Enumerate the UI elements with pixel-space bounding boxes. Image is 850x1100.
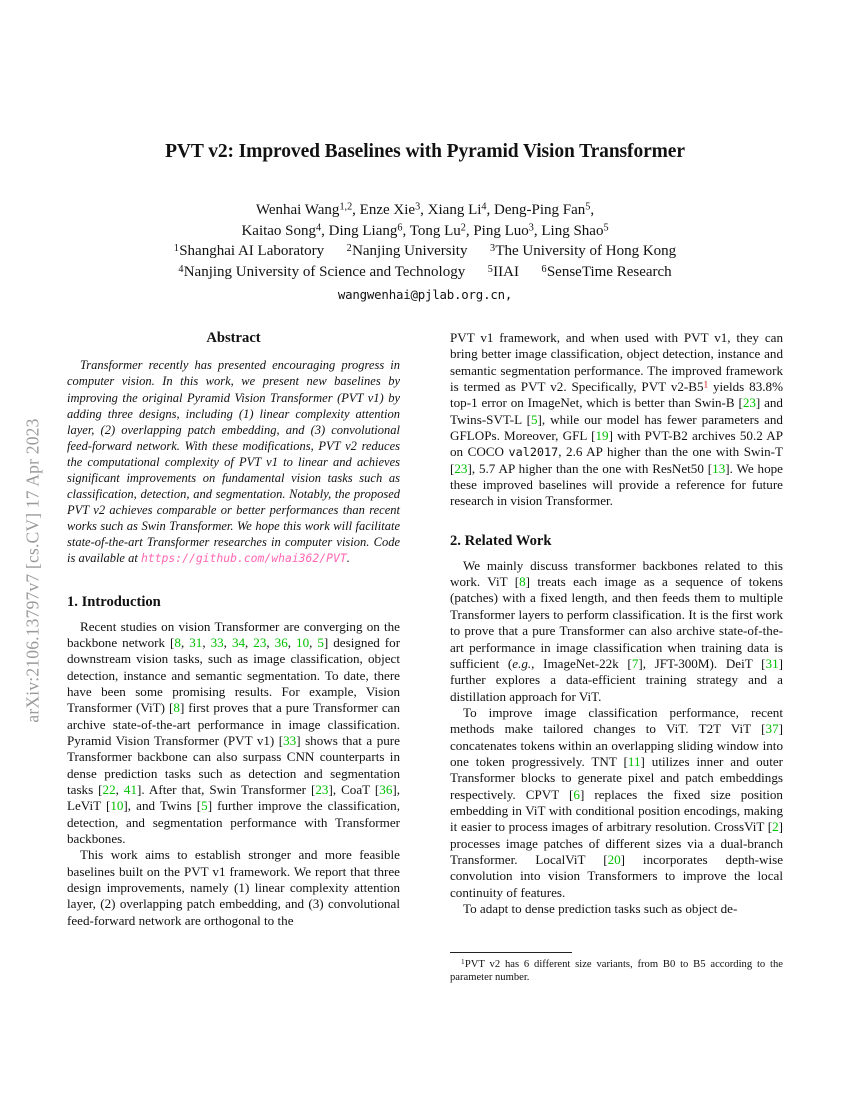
citation-link[interactable]: 10 <box>296 634 310 650</box>
citation-link[interactable]: 20 <box>607 851 621 867</box>
section-heading-related-work: 2. Related Work <box>450 532 552 549</box>
affiliation-superscript: 1 <box>461 957 465 966</box>
citation-link[interactable]: 31 <box>765 655 779 671</box>
affiliation-superscript: 2 <box>460 222 466 234</box>
citation-link[interactable]: 13 <box>712 460 726 476</box>
emphasis-text: e.g. <box>512 655 532 671</box>
intro-continuation-paragraph: PVT v1 framework, and when used with PVT v1, they can bring better image classification, object detection, instance and semantic segmentation performance. The improved framework is termed as PVT v2. Specifically, PVT v2-B5$^1$ yields 83.8% top-1 error on ImageNet, which is better than Swin-B [23] and Twins-SVT-L [5], while our model has fewer parameters and GFLOPs. Moreover, GFL [19] with PVT-B2 archives 50.2 AP on COCO val2017, 2.6 AP higher than the one with Swin-T [23], 5.7 AP higher than the one with ResNet50 [13]. We hope these improved baselines will provide a reference for future research in vision Transformer. <box>450 330 783 509</box>
affiliation-superscript: 2 <box>346 243 352 255</box>
intro-paragraph-2: This work aims to establish stronger and more feasible baselines built on the PVT v1 framework. We report that three design improvements, namely (1) linear complexity attention layer, (2) overlapping patch embedding, and (3) convolutional feed-forward network are orthogonal to the <box>67 847 400 928</box>
footnote-text: $^1$PVT v2 has 6 different size variants, from B0 to B5 according to the parameter number. <box>450 957 783 984</box>
related-work-paragraph-3: To adapt to dense prediction tasks such as object de- <box>463 901 738 916</box>
affiliation-superscript: 4 <box>178 263 184 275</box>
intro-paragraph-1: Recent studies on vision Transformer are converging on the backbone network [8, 31, 33, 34, 23, 36, 10, 5] designed for downstream vision tasks, such as image classification, object detection, instance and semantic segmentation. To date, there have been some promising results. For example, Vision Transformer (ViT) [8] first proves that a pure Transformer can archive state-of-the-art performance in image classification. Pyramid Vision Transformer (PVT v1) [33] shows that a pure Transformer backbone can also surpass CNN counterparts in dense prediction tasks such as detection and segmentation tasks [22, 41]. After that, Swin Transformer [23], CoaT [36], LeViT [10], and Twins [5] further improve the classification, detection, and segmentation performance with Transformer backbones. <box>67 618 401 847</box>
contact-email[interactable]: wangwenhai@pjlab.org.cn, <box>337 287 513 303</box>
affiliation-line-1: $^1$Shanghai AI Laboratory $^2$Nanjing University $^3$The University of Hong Kong <box>173 243 677 260</box>
affiliation-superscript: 5 <box>487 263 493 275</box>
footnote-area <box>450 952 783 984</box>
affiliation-superscript: 3 <box>415 202 421 214</box>
left-column <box>67 330 400 929</box>
arxiv-stamp: arXiv:2106.13797v7 [cs.CV] 17 Apr 2023 <box>22 418 43 723</box>
affiliation-superscript: 4 <box>316 222 322 234</box>
abstract-body: Transformer recently has presented encouraging progress in computer vision. In this work, we present new baselines by improving the original Pyramid Vision Transformer (PVT v1) by adding three designs, including (1) linear complexity attention layer, (2) overlapping patch embedding, and (3) convolutional feed-forward network. With these modifications, PVT v2 reduces the computational complexity of PVT v1 to linear and achieves significant improvements on fundamental vision tasks such as classification, detection, and segmentation. Notably, the proposed PVT v2 achieves comparable or better performances than recent works such as Swin Transformer. We hope this work will facilitate state-of-the-art Transformer researches in computer vision. Code is available at https://github.com/whai362/PVT. <box>67 358 400 566</box>
affiliation-line-2: $^4$Nanjing University of Science and Technology $^5$IIAI $^6$SenseTime Research <box>178 263 672 280</box>
paper-header <box>67 140 783 306</box>
affiliation-superscript: 1,2 <box>339 202 353 214</box>
citation-link[interactable]: 19 <box>595 428 609 444</box>
affiliation-superscript: 6 <box>397 222 403 234</box>
author-line-1: Wenhai Wang$^{1,2}$, Enze Xie$^3$, Xiang Li$^4$, Deng-Ping Fan$^5$, <box>255 202 595 219</box>
section-spacer-right <box>450 510 783 532</box>
citation-link[interactable]: 5 <box>201 798 208 814</box>
citation-link[interactable]: 33 <box>210 634 224 650</box>
section-heading-introduction: 1. Introduction <box>67 593 161 610</box>
citation-link[interactable]: 34 <box>231 634 246 650</box>
citation-link[interactable]: 8 <box>174 634 181 650</box>
affiliation-superscript: 5 <box>603 222 609 234</box>
author-line-2: Kaitao Song$^4$, Ding Liang$^6$, Tong Lu$^2$, Ping Luo$^3$, Ling Shao$^5$ <box>241 222 609 239</box>
affiliation-superscript: 4 <box>481 202 487 214</box>
right-column <box>450 330 783 917</box>
citation-link[interactable]: 8 <box>173 700 180 716</box>
citation-link[interactable]: 2 <box>772 819 779 835</box>
citation-link[interactable]: 23 <box>253 634 267 650</box>
citation-link[interactable]: 10 <box>110 798 124 814</box>
citation-link[interactable]: 5 <box>317 634 324 650</box>
citation-link[interactable]: 11 <box>627 753 641 769</box>
footnote-divider <box>450 952 572 953</box>
affiliation-superscript: 6 <box>541 263 547 275</box>
code-url-link[interactable]: https://github.com/whai362/PVT <box>140 551 347 566</box>
citation-link[interactable]: 22 <box>102 782 116 797</box>
citation-link[interactable]: 5 <box>530 411 538 427</box>
citation-link[interactable]: 36 <box>379 782 393 797</box>
citation-link[interactable]: 8 <box>519 574 526 590</box>
citation-link[interactable]: 37 <box>765 721 779 737</box>
related-work-paragraph-1: We mainly discuss transformer backbones related to this work. ViT [8] treats each image as a sequence of tokens (patches) with a fixed length, and then feeds them to multiple Transformer layers to perform classification. It is the first work to prove that a pure Transformer can also archive state-of-the-art performance in image classification when training data is sufficient (e.g., ImageNet-22k [7], JFT-300M). DeiT [31] further explores a data-efficient training strategy and a distillation approach for ViT. <box>450 557 783 704</box>
citation-link[interactable]: 6 <box>573 786 580 802</box>
citation-link[interactable]: 33 <box>283 732 297 748</box>
citation-link[interactable]: 7 <box>631 655 639 671</box>
page-title: PVT v2: Improved Baselines with Pyramid Vision Transformer <box>165 141 685 162</box>
affiliation-superscript: 1 <box>173 243 179 255</box>
related-work-paragraph-2: To improve image classification performance, recent methods make tailored changes to ViT. T2T ViT [37] concatenates tokens within an overlapping sliding window into one token progressively. TNT [11] utilizes inner and outer Transformer blocks to generate pixel and patch embeddings respectively. CPVT [6] replaces the fixed size position embedding in ViT with conditional position encodings, making it easier to process images of arbitrary resolution. CrossViT [2] processes image patches of different sizes via a dual-branch Transformer. LocalViT [20] incorporates depth-wise convolution into vision Transformers to improve the local continuity of features. <box>450 704 784 900</box>
section-spacer <box>67 567 400 593</box>
citation-link[interactable]: 23 <box>454 460 468 476</box>
affiliation-superscript: 5 <box>585 202 591 214</box>
abstract-heading: Abstract <box>206 330 261 346</box>
citation-link[interactable]: 41 <box>123 782 137 797</box>
citation-link[interactable]: 23 <box>315 782 329 797</box>
citation-link[interactable]: 23 <box>742 395 756 411</box>
affiliation-superscript: 3 <box>489 243 496 255</box>
citation-link[interactable]: 36 <box>274 634 288 650</box>
affiliation-superscript: 3 <box>528 222 534 234</box>
footnote-marker[interactable]: 1 <box>703 379 709 390</box>
dataset-split-name: val2017 <box>508 445 559 460</box>
citation-link[interactable]: 31 <box>189 634 203 650</box>
